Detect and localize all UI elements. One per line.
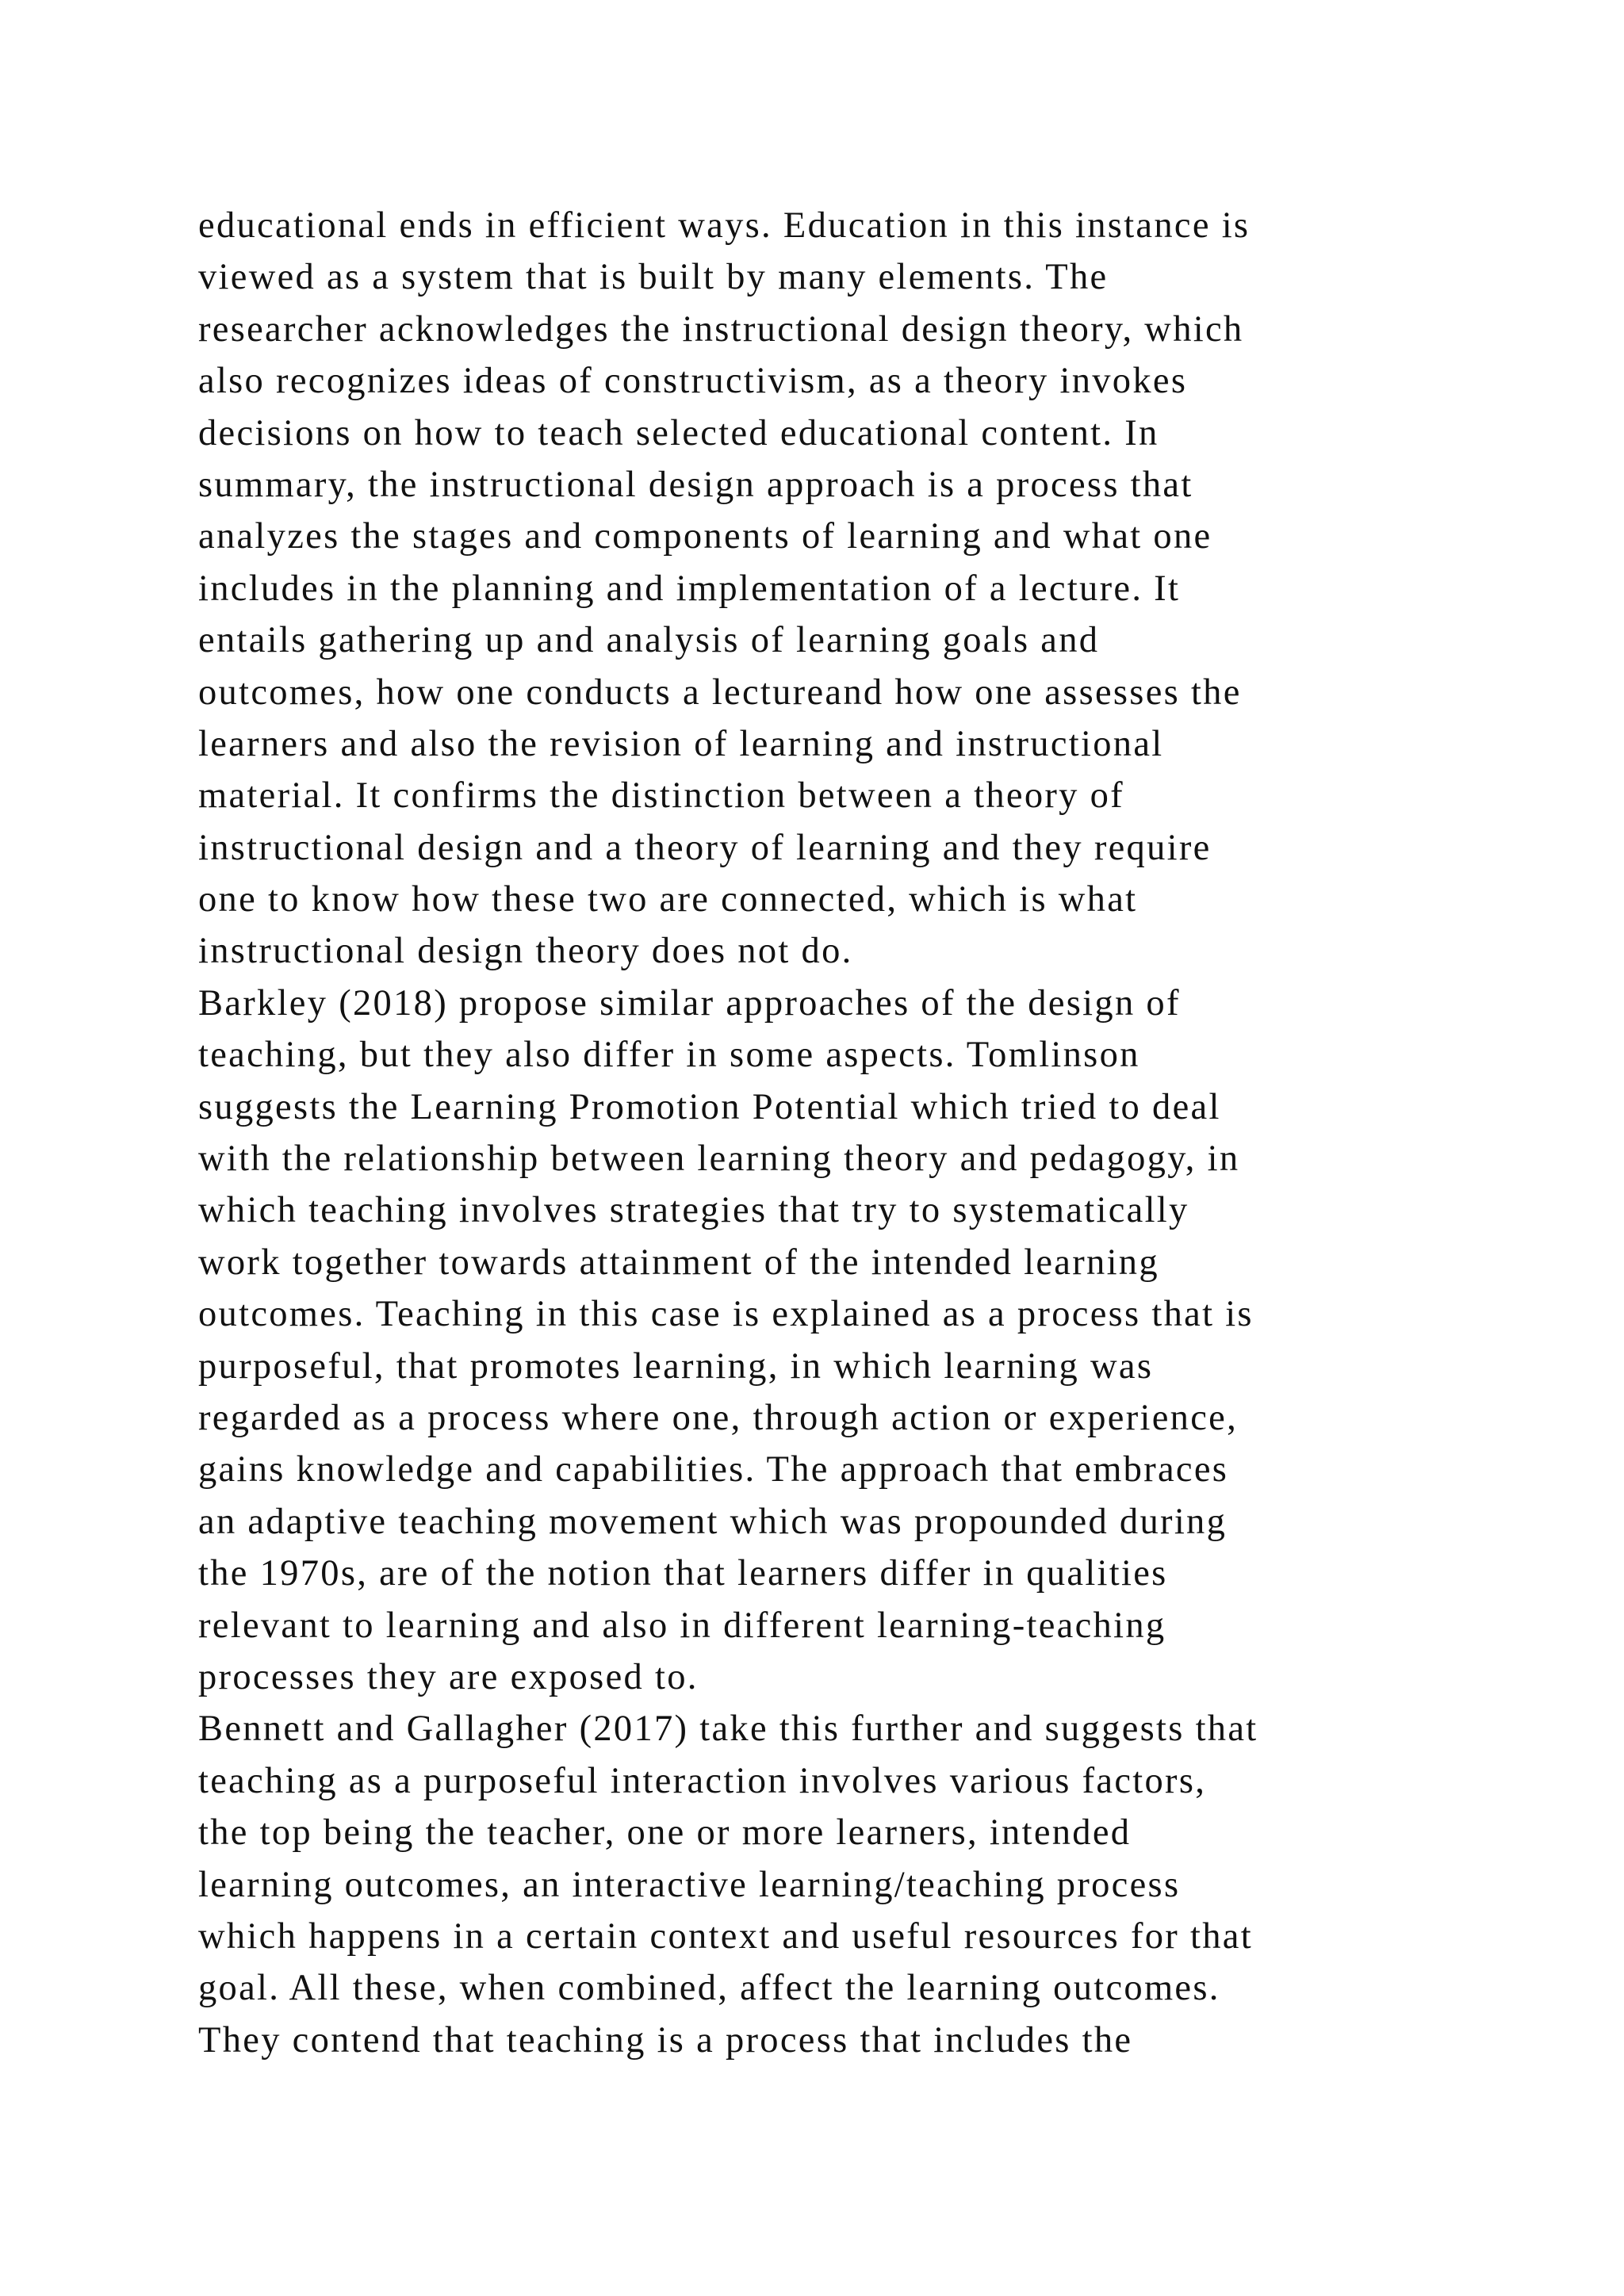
text-line: learning outcomes, an interactive learning/teaching process xyxy=(198,1864,1181,1905)
text-line: which teaching involves strategies that try to systematically xyxy=(198,1190,1189,1231)
text-line: educational ends in efficient ways. Education in this instance is xyxy=(198,205,1251,246)
text-line: gains knowledge and capabilities. The approach that embraces xyxy=(198,1449,1229,1490)
text-line: learners and also the revision of learning and instructional xyxy=(198,723,1164,764)
text-line: includes in the planning and implementation of a lecture. It xyxy=(198,568,1181,609)
text-line: which happens in a certain context and useful resources for that xyxy=(198,1915,1253,1957)
text-line: outcomes. Teaching in this case is explained as a process that is xyxy=(198,1294,1254,1335)
text-line: regarded as a process where one, through action or experience, xyxy=(198,1397,1239,1438)
text-line: with the relationship between learning theory and pedagogy, in xyxy=(198,1138,1240,1180)
text-line: outcomes, how one conducts a lectureand how one assesses the xyxy=(198,672,1242,713)
text-line: also recognizes ideas of constructivism, as a theory invokes xyxy=(198,361,1188,402)
text-line: entails gathering up and analysis of learning goals and xyxy=(198,620,1100,661)
text-line: instructional design theory does not do. xyxy=(198,931,853,972)
text-line: one to know how these two are connected, which is what xyxy=(198,879,1138,920)
text-line: They contend that teaching is a process that includes the xyxy=(198,2019,1133,2061)
text-line: purposeful, that promotes learning, in which learning was xyxy=(198,1345,1154,1387)
text-line: suggests the Learning Promotion Potential which tried to deal xyxy=(198,1086,1221,1127)
text-line: goal. All these, when combined, affect the learning outcomes. xyxy=(198,1968,1220,2009)
text-line: processes they are exposed to. xyxy=(198,1656,699,1697)
text-line: an adaptive teaching movement which was propounded during xyxy=(198,1501,1228,1542)
text-line: the top being the teacher, one or more learners, intended xyxy=(198,1812,1132,1854)
text-line: researcher acknowledges the instructional design theory, which xyxy=(198,308,1244,350)
text-line: Bennett and Gallagher (2017) take this further and suggests that xyxy=(198,1709,1258,1750)
body-text xyxy=(198,200,1499,2066)
text-line: the 1970s, are of the notion that learners differ in qualities xyxy=(198,1553,1168,1594)
text-line: relevant to learning and also in different learning-teaching xyxy=(198,1605,1166,1646)
text-line: teaching as a purposeful interaction involves various factors, xyxy=(198,1760,1207,1801)
text-line: decisions on how to teach selected educational content. In xyxy=(198,412,1159,453)
text-line: material. It confirms the distinction between a theory of xyxy=(198,775,1124,817)
text-line: viewed as a system that is built by many elements. The xyxy=(198,257,1109,298)
text-line: teaching, but they also differ in some aspects. Tomlinson xyxy=(198,1035,1140,1076)
text-line: work together towards attainment of the intended learning xyxy=(198,1242,1159,1283)
text-line: summary, the instructional design approach is a process that xyxy=(198,464,1193,505)
text-line: analyzes the stages and components of learning and what one xyxy=(198,516,1212,557)
text-line: Barkley (2018) propose similar approaches of the design of xyxy=(198,982,1181,1024)
text-line: instructional design and a theory of learning and they require xyxy=(198,827,1212,868)
